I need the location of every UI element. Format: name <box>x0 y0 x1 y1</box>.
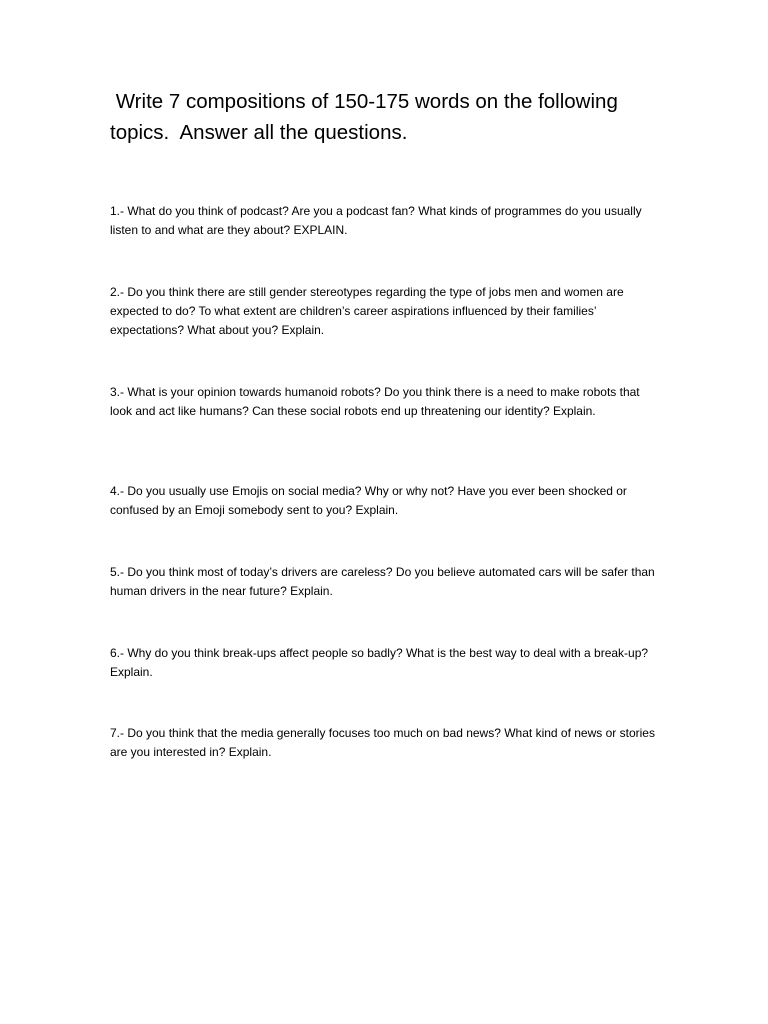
question-5: 5.- Do you think most of today’s drivers are careless? Do you believe automated cars will be safer than human drivers in the near future? Explain. <box>110 565 655 598</box>
question-4: 4.- Do you usually use Emojis on social media? Why or why not? Have you ever been shocked or confused by an Emoji somebody sent to you? Explain. <box>110 484 627 517</box>
question-7: 7.- Do you think that the media generally focuses too much on bad news? What kind of news or stories are you interested in? Explain. <box>110 726 655 759</box>
question-1: 1.- What do you think of podcast? Are you a podcast fan? What kinds of programmes do you usually listen to and what are they about? EXPLAIN. <box>110 204 642 237</box>
instructions-heading: Write 7 compositions of 150-175 words on the following topics. Answer all the questions. <box>110 90 624 144</box>
question-2: 2.- Do you think there are still gender stereotypes regarding the type of jobs men and women are expected to do? To what extent are children’s career aspirations influenced by their families’ expectations? What about you? Explain. <box>110 285 624 337</box>
question-3: 3.- What is your opinion towards humanoid robots? Do you think there is a need to make robots that look and act like humans? Can these social robots end up threatening our identity? Explain. <box>110 385 640 418</box>
question-6: 6.- Why do you think break-ups affect people so badly? What is the best way to deal with a break-up? Explain. <box>110 646 649 679</box>
